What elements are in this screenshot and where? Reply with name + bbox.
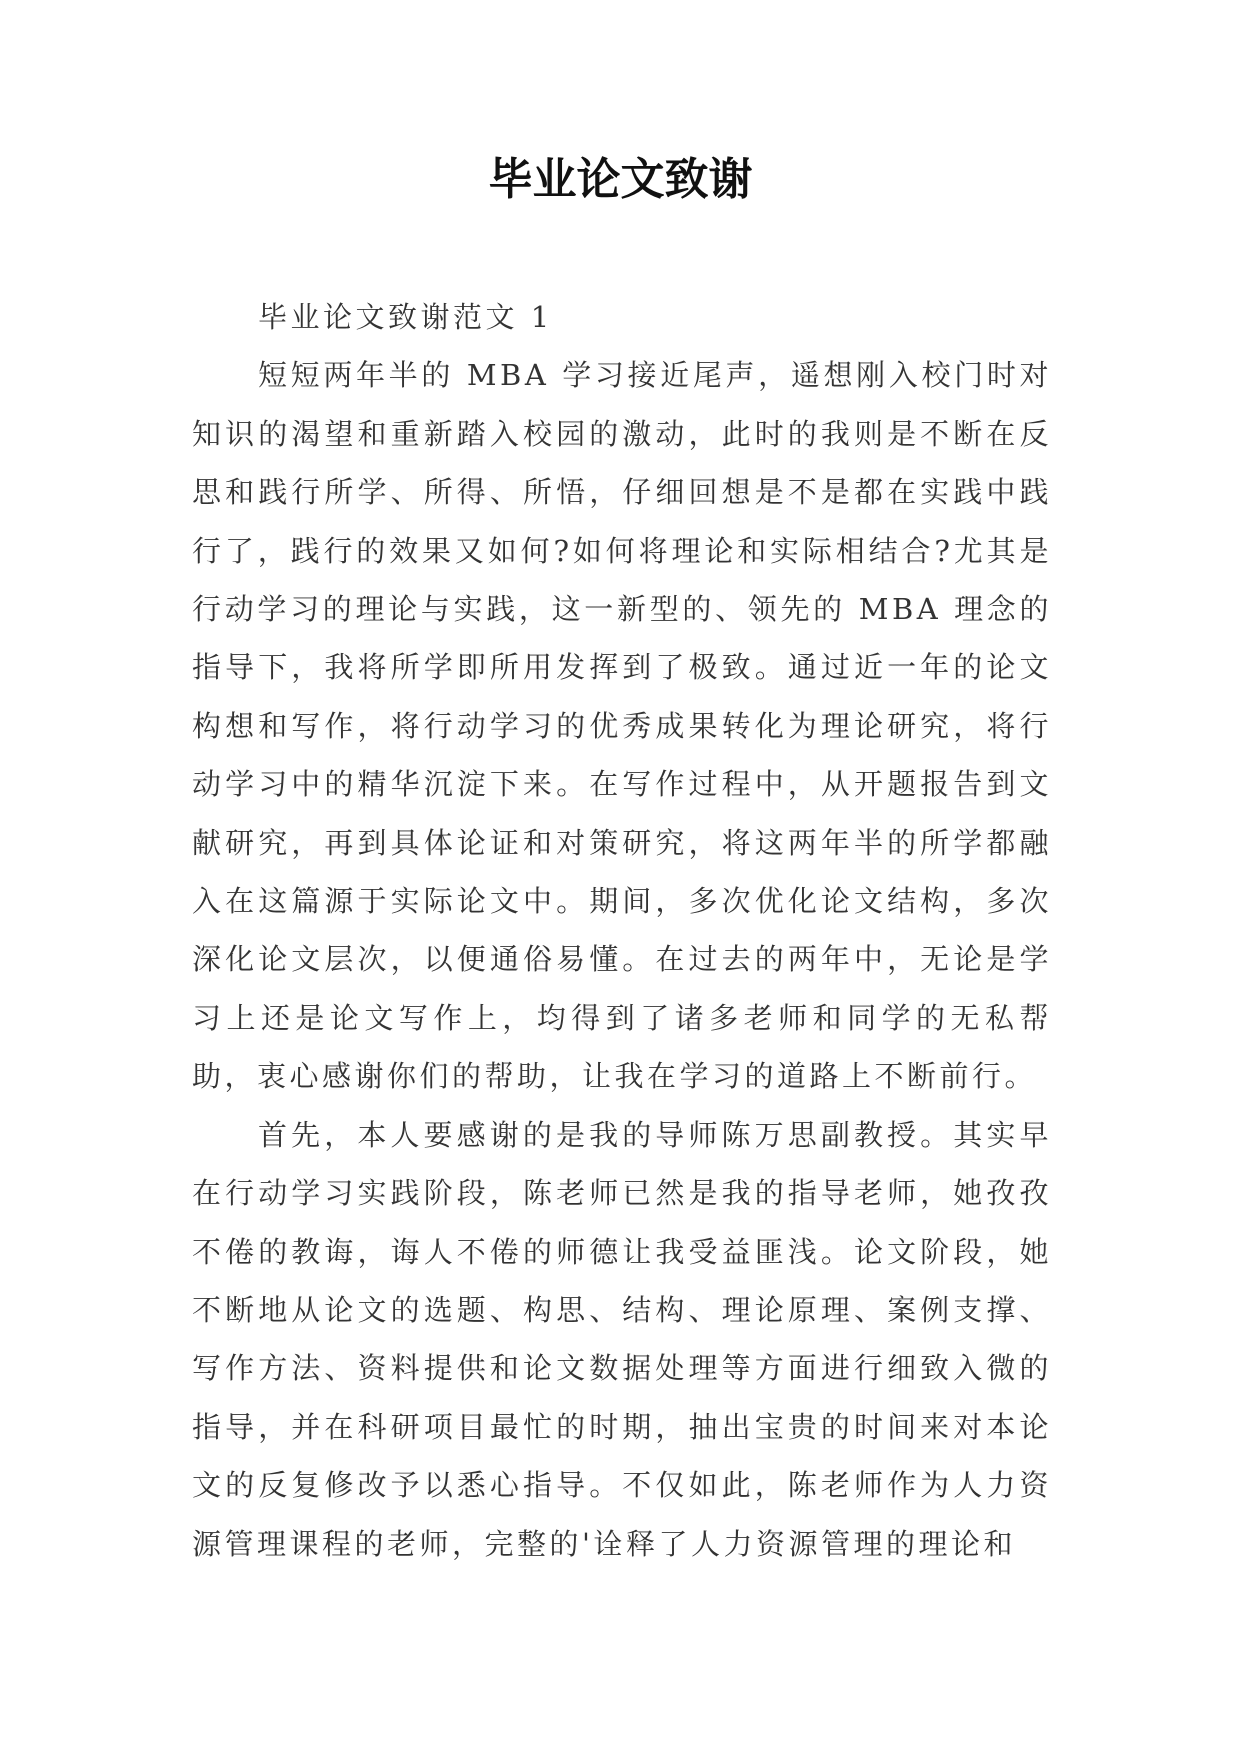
document-body xyxy=(192,288,1052,1573)
paragraph-1: 短短两年半的 MBA 学习接近尾声，遥想刚入校门时对知识的渴望和重新踏入校园的激动，此时的我则是不断在反思和践行所学、所得、所悟，仔细回想是不是都在实践中践行了，践行的效果又如何?如何将理论和实际相结合?尤其是行动学习的理论与实践，这一新型的、领先的 MBA 理念的指导下，我将所学即所用发挥到了极致。通过近一年的论文构想和写作，将行动学习的优秀成果转化为理论研究，将行动学习中的精华沉淀下来。在写作过程中，从开题报告到文献研究，再到具体论证和对策研究，将这两年半的所学都融入在这篇源于实际论文中。期间，多次优化论文结构，多次深化论文层次，以便通俗易懂。在过去的两年中，无论是学习上还是论文写作上，均得到了诸多老师和同学的无私帮助，衷心感谢你们的帮助，让我在学习的道路上不断前行。 xyxy=(192,358,1052,1094)
section-subheading: 毕业论文致谢范文 1 xyxy=(258,300,553,334)
document-title: 毕业论文致谢 xyxy=(488,154,753,205)
paragraph-2: 首先，本人要感谢的是我的导师陈万思副教授。其实早在行动学习实践阶段，陈老师已然是我的指导老师，她孜孜不倦的教诲，诲人不倦的师德让我受益匪浅。论文阶段，她不断地从论文的选题、构思、结构、理论原理、案例支撑、写作方法、资料提供和论文数据处理等方面进行细致入微的指导，并在科研项目最忙的时期，抽出宝贵的时间来对本论文的反复修改予以悉心指导。不仅如此，陈老师作为人力资源管理课程的老师，完整的'诠释了人力资源管理的理论和 xyxy=(192,1117,1052,1561)
